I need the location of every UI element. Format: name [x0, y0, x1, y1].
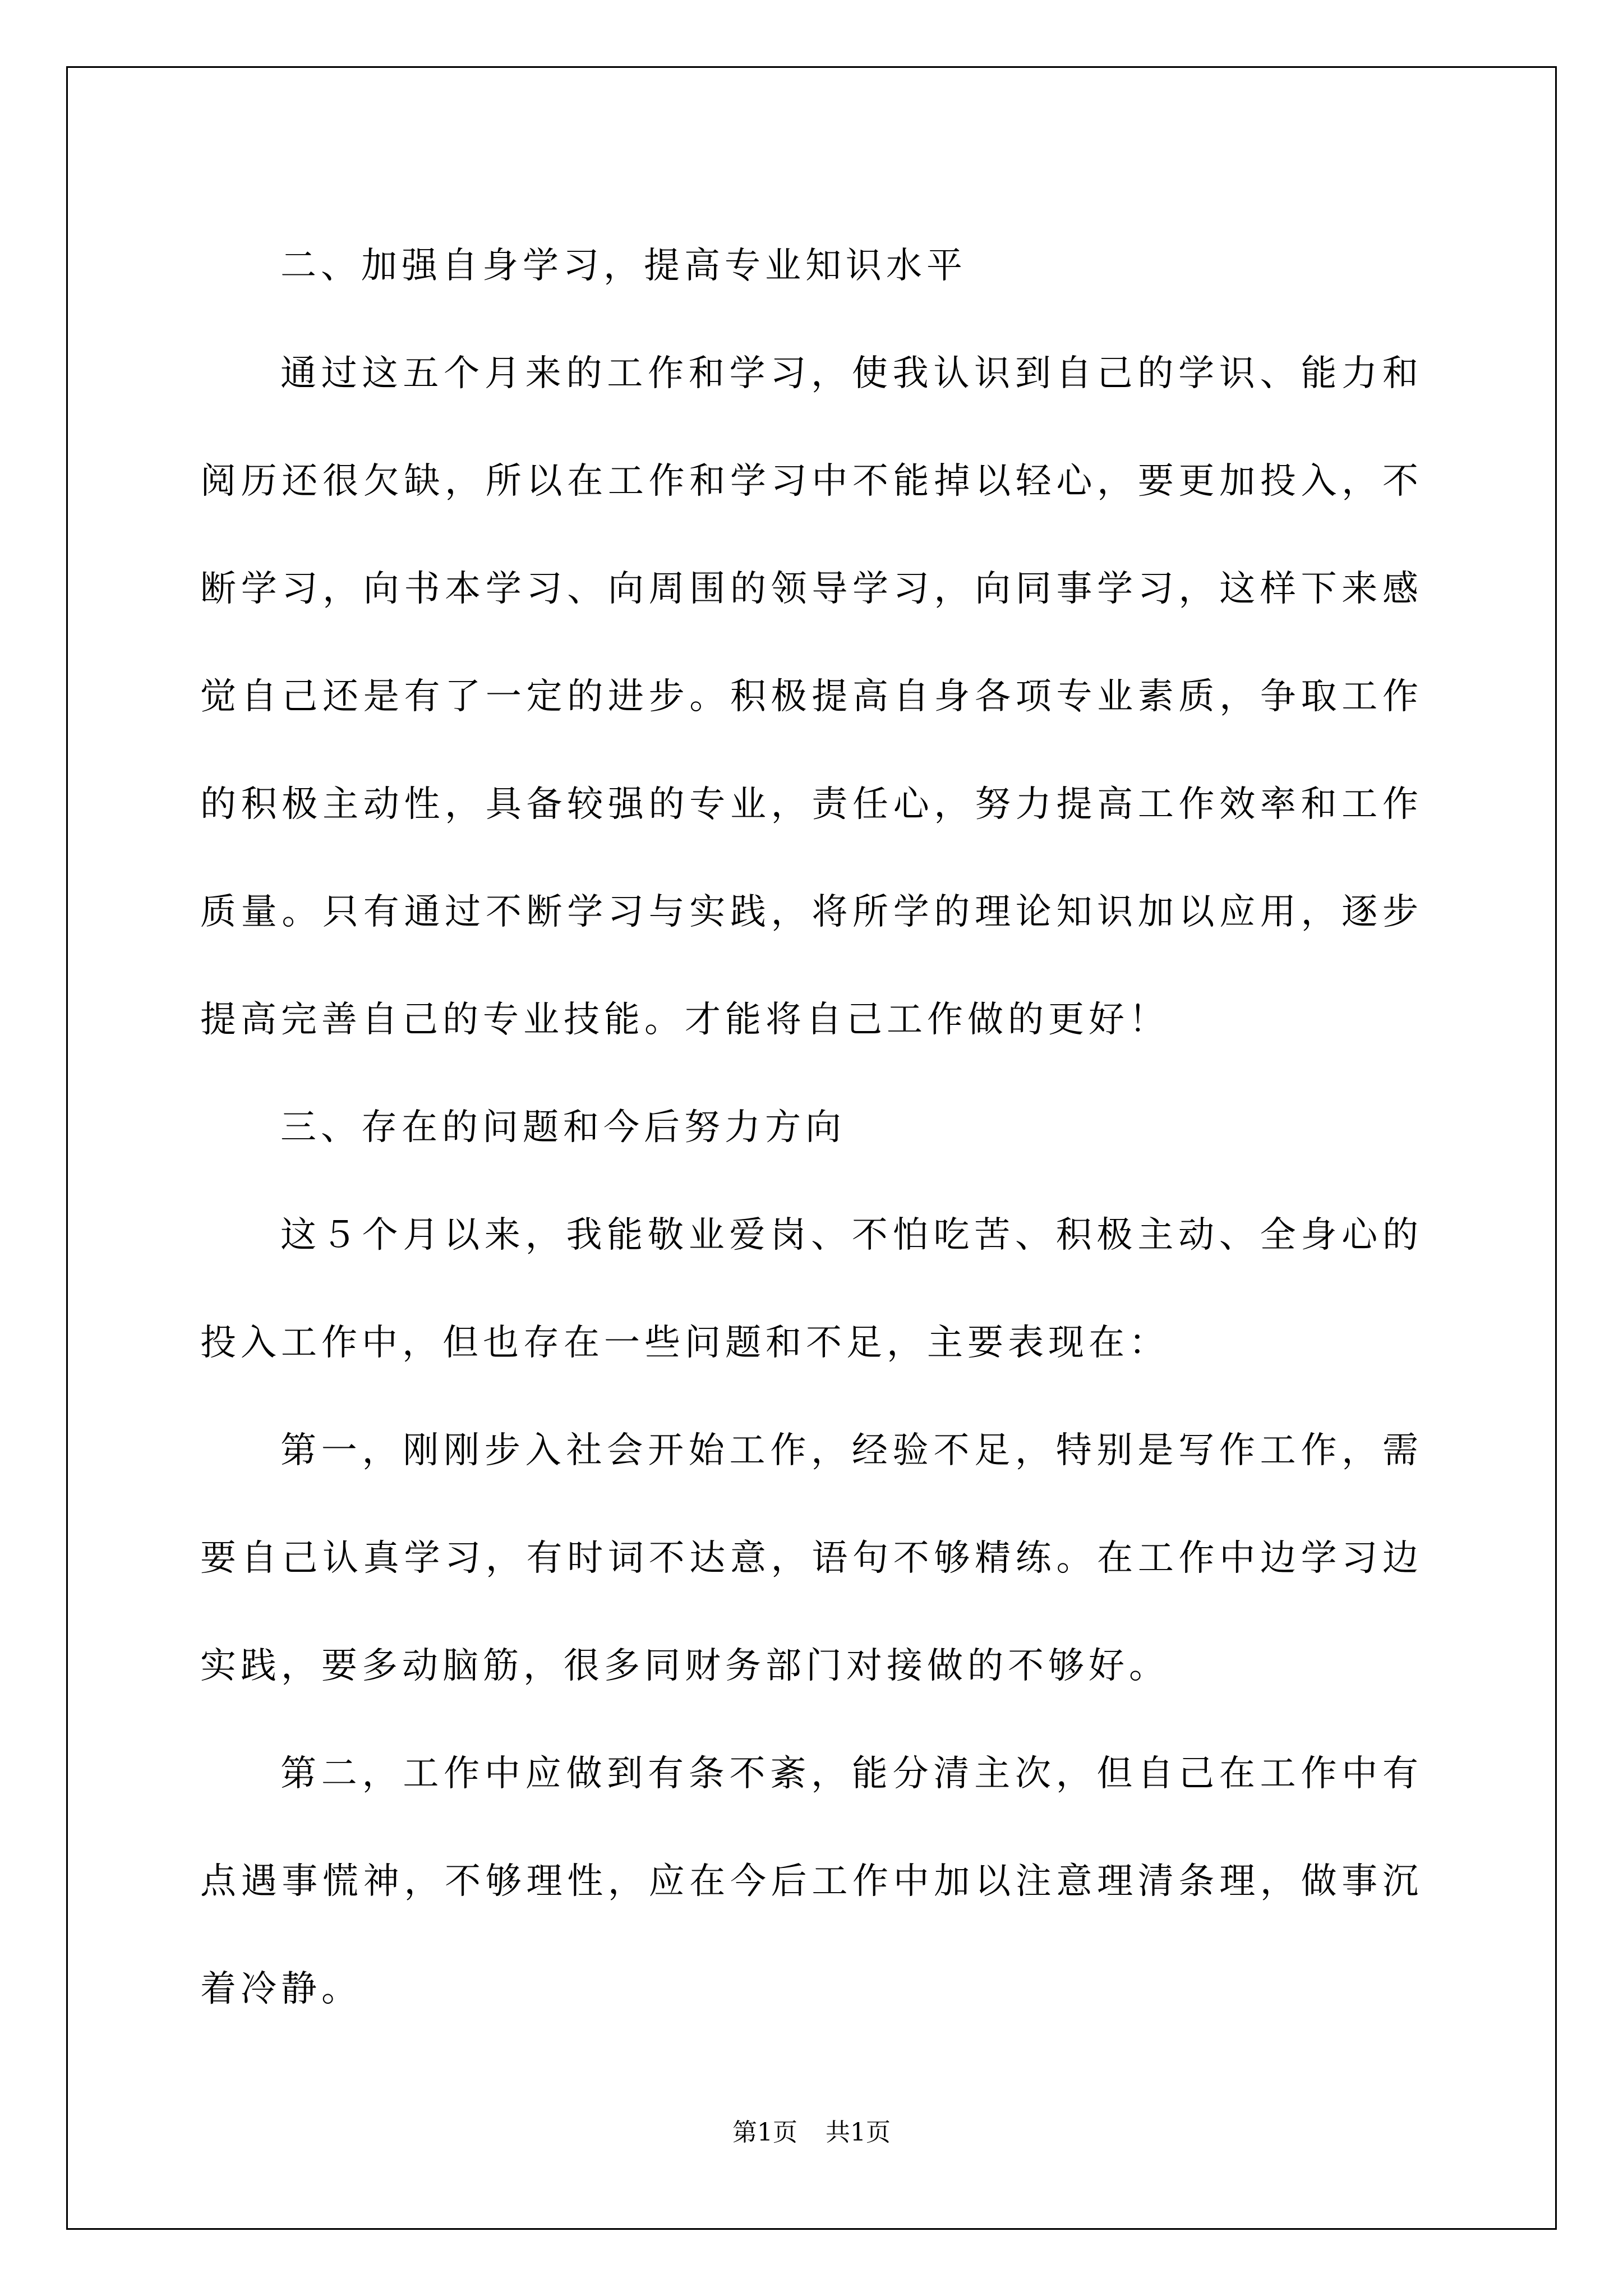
- section-heading-2: 二、加强自身学习，提高专业知识水平: [280, 245, 967, 287]
- paragraph-problems-intro: 这５个月以来，我能敬业爱岗、不怕吃苦、积极主动、全身心的投入工作中，但也存在一些问题和不足，主要表现在：: [200, 1214, 1423, 1364]
- page-footer: [0, 2116, 1623, 2150]
- paragraph-second-point: 第二，工作中应做到有条不紊，能分清主次，但自己在工作中有点遇事慌神，不够理性，应在今后工作中加以注意理清条理，做事沉着冷静。: [200, 1753, 1423, 2010]
- document-body: [200, 212, 1423, 2043]
- page-number: 第1页: [732, 2118, 797, 2147]
- paragraph-first-point: 第一，刚刚步入社会开始工作，经验不足，特别是写作工作，需要自己认真学习，有时词不达意，语句不够精练。在工作中边学习边实践，要多动脑筋，很多同财务部门对接做的不够好。: [200, 1430, 1423, 1687]
- section-heading-3: 三、存在的问题和今后努力方向: [280, 1107, 846, 1148]
- paragraph-study: 通过这五个月来的工作和学习，使我认识到自己的学识、能力和阅历还很欠缺，所以在工作和学习中不能掉以轻心，要更加投入，不断学习，向书本学习、向周围的领导学习，向同事学习，这样下来感觉自己还是有了一定的进步。积极提高自身各项专业素质，争取工作的积极主动性，具备较强的专业，责任心，努力提高工作效率和工作质量。只有通过不断学习与实践，将所学的理论知识加以应用，逐步提高完善自己的专业技能。才能将自己工作做的更好！: [200, 353, 1423, 1041]
- page-total: 共1页: [826, 2118, 891, 2147]
